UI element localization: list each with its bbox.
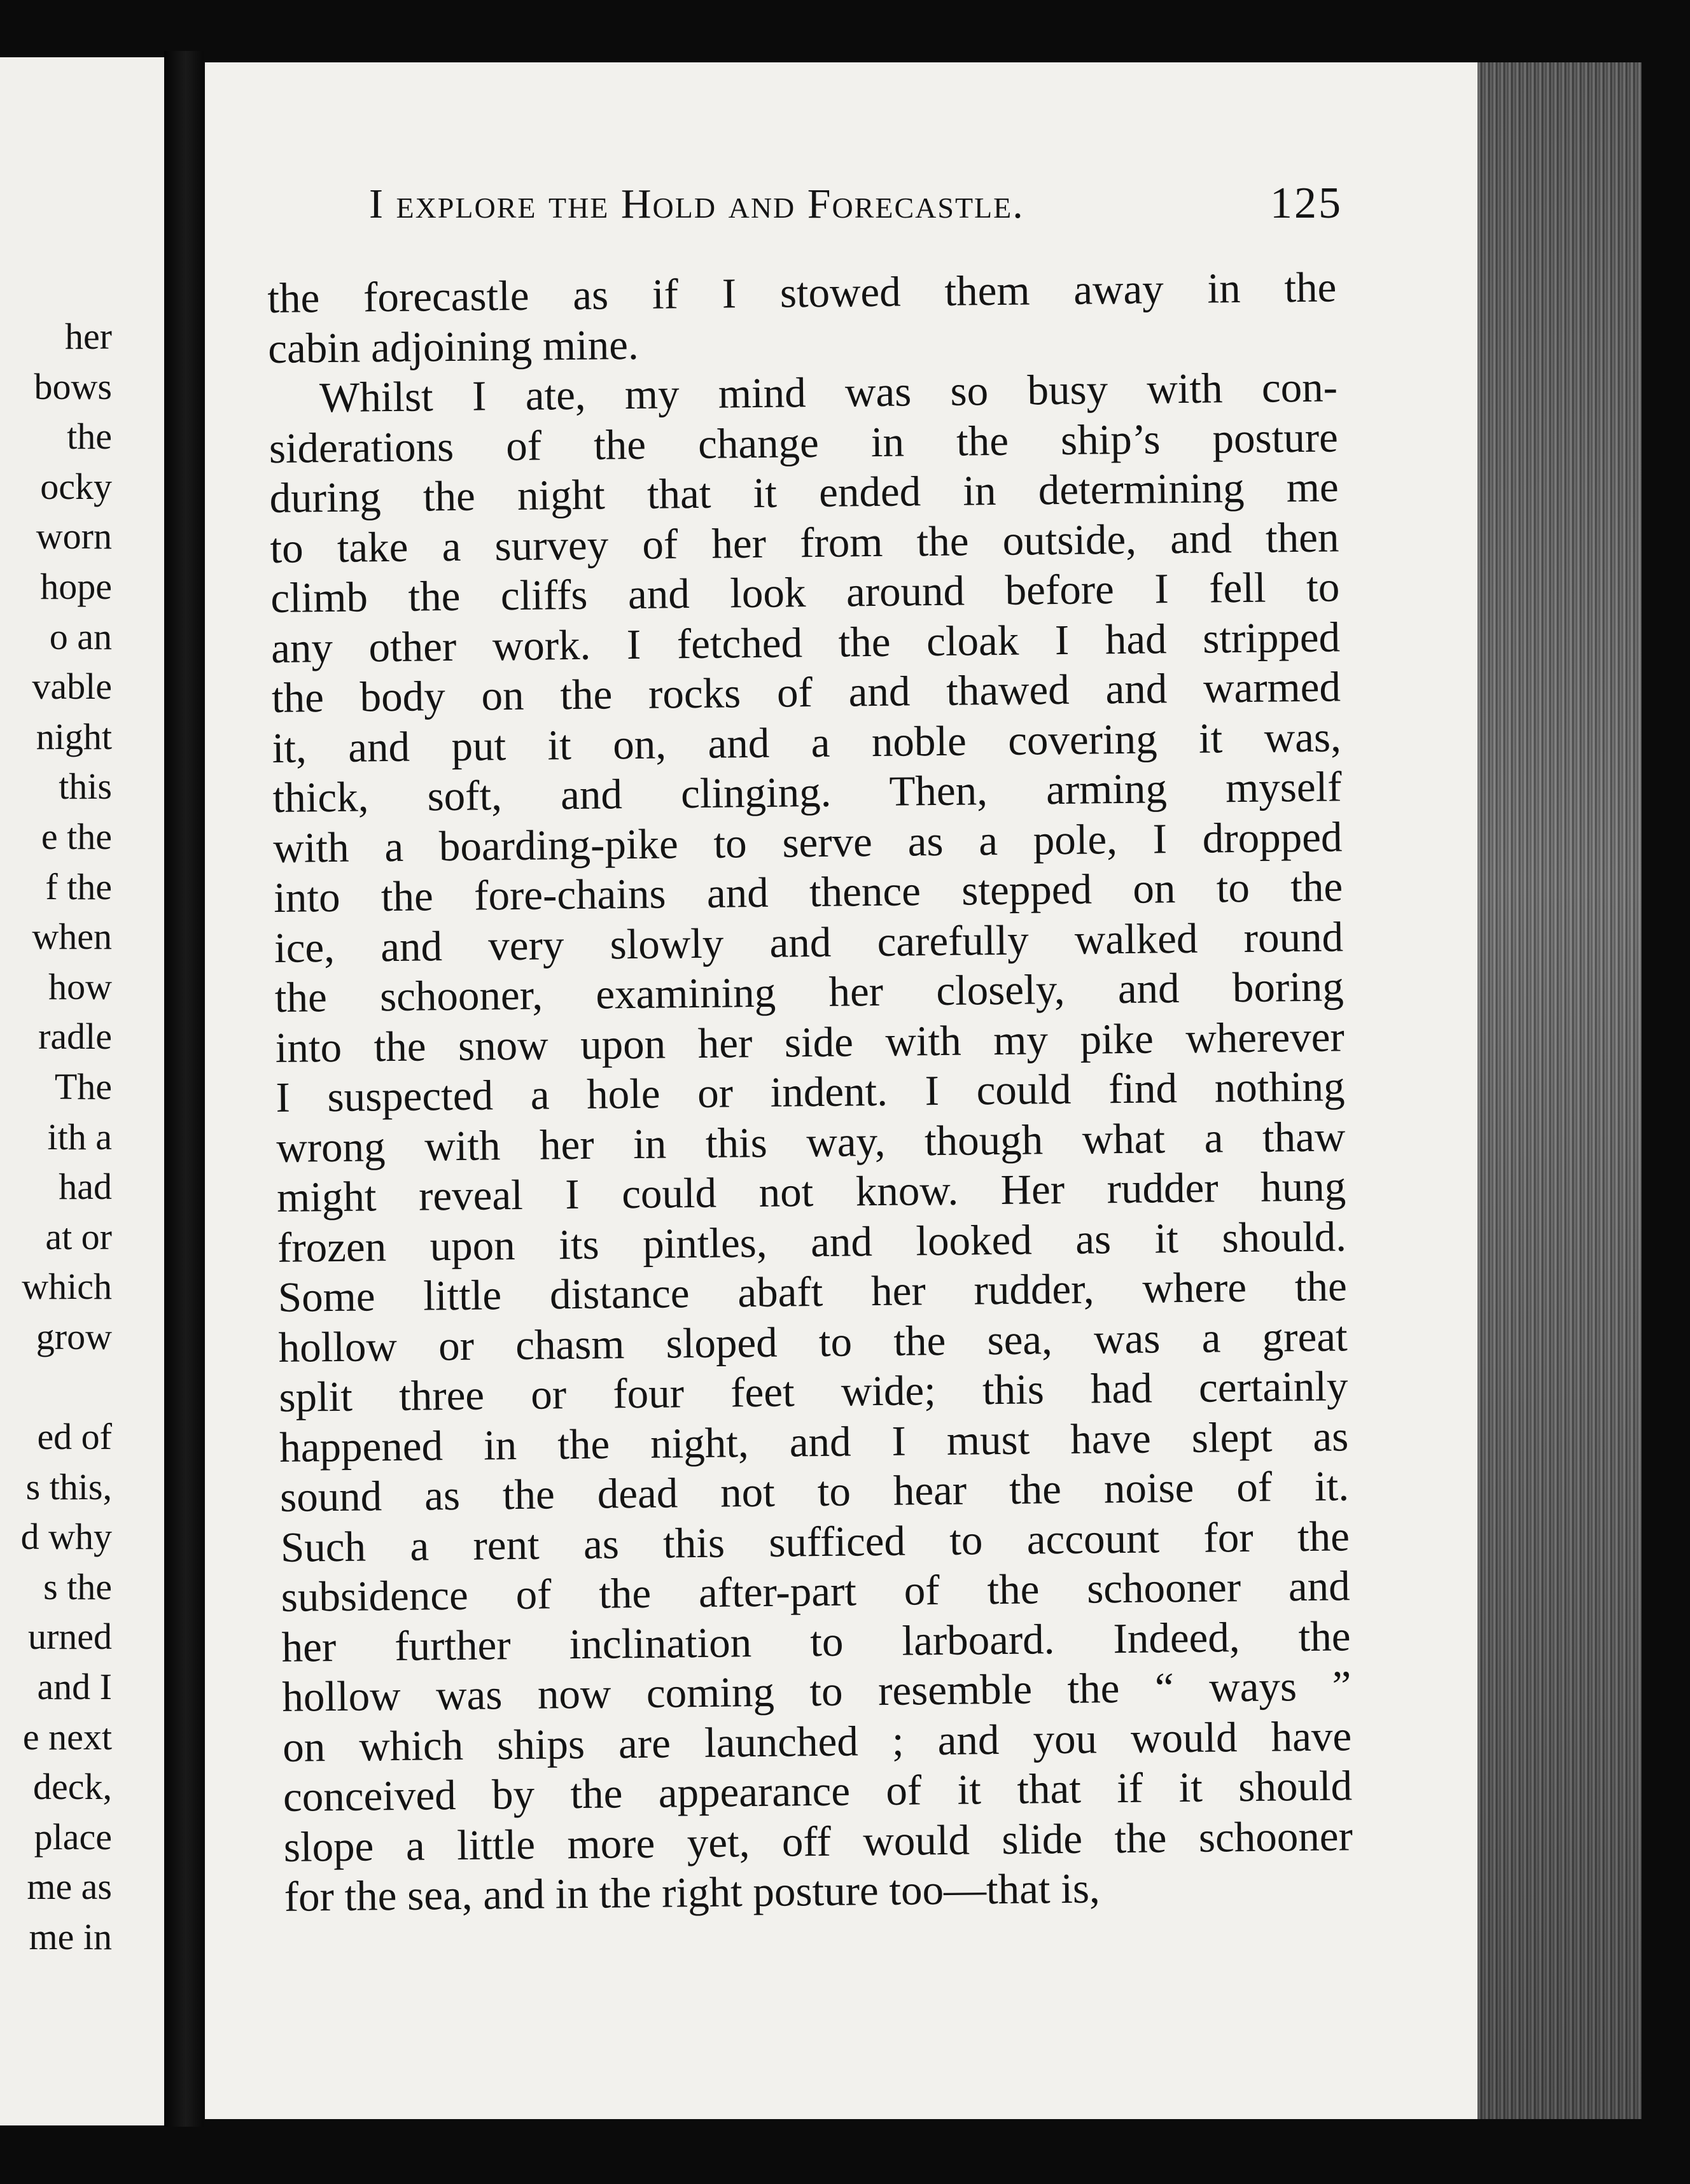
page-edges bbox=[1477, 62, 1642, 2119]
facing-page-fragment: bows bbox=[34, 365, 112, 407]
facing-page-fragment bbox=[21, 1362, 112, 1412]
facing-page-fragment: deck, bbox=[33, 1766, 112, 1808]
facing-page-fragment: vable bbox=[32, 666, 112, 708]
text-line: might reveal I could not know. Her rudder hung bbox=[276, 1163, 1346, 1221]
page-number: 125 bbox=[1270, 179, 1343, 228]
running-head bbox=[369, 178, 1343, 255]
text-line: climb the cliffs and look around before I fell to bbox=[270, 563, 1340, 622]
text-line: split three or four feet wide; this had certainly bbox=[279, 1362, 1348, 1421]
text-line: the body on the rocks of and thawed and warmed bbox=[271, 663, 1341, 722]
text-line: hollow was now coming to resemble the “ ways ” bbox=[282, 1662, 1351, 1721]
text-line: the forecastle as if I stowed them away in the bbox=[267, 263, 1337, 322]
text-line: during the night that it ended in determining me bbox=[269, 463, 1339, 522]
facing-page-fragment: The bbox=[54, 1065, 112, 1107]
facing-page-fragment: the bbox=[67, 416, 112, 458]
facing-page-fragment: s the bbox=[43, 1565, 112, 1607]
facing-page-fragment: place bbox=[34, 1816, 112, 1858]
body-text bbox=[267, 262, 1353, 1922]
text-line: wrong with her in this way, though what a thaw bbox=[276, 1112, 1346, 1172]
text-line: into the snow upon her side with my pike wherever bbox=[275, 1012, 1345, 1072]
facing-page-fragment: ocky bbox=[40, 465, 112, 507]
text-line: her further inclination to larboard. Indeed, the bbox=[281, 1612, 1351, 1671]
facing-page-fragment: f the bbox=[45, 865, 112, 907]
text-line: hollow or chasm sloped to the sea, was a great bbox=[278, 1312, 1348, 1371]
facing-page-fragment: ed of bbox=[37, 1416, 112, 1458]
facing-page-fragment: me in bbox=[29, 1916, 112, 1957]
facing-page-fragment: o an bbox=[49, 615, 112, 657]
text-line: slope a little more yet, off would slide the schooner bbox=[283, 1812, 1353, 1871]
text-line: to take a survey of her from the outside, and then bbox=[270, 513, 1339, 572]
text-line: happened in the night, and I must have slept as bbox=[279, 1412, 1349, 1471]
facing-page-fragment: me as bbox=[27, 1866, 112, 1908]
facing-page-fragment: her bbox=[64, 316, 112, 357]
facing-page-fragment: hope bbox=[40, 565, 112, 607]
text-line: Whilst I ate, my mind was so busy with con- bbox=[319, 363, 1338, 422]
text-line: Some little distance abaft her rudder, where the bbox=[277, 1263, 1348, 1321]
facing-page-fragment: at or bbox=[45, 1215, 112, 1257]
text-line: sound as the dead not to hear the noise of it. bbox=[279, 1462, 1350, 1521]
facing-page-fragment: grow bbox=[36, 1315, 112, 1357]
chapter-title: I explore the Hold and Forecastle. bbox=[369, 181, 1024, 227]
facing-page-fragment: e next bbox=[22, 1716, 112, 1758]
text-line: siderations of the change in the ship’s posture bbox=[269, 413, 1339, 472]
facing-page-fragment: s this, bbox=[25, 1466, 112, 1508]
text-line: for the sea, and in the right posture too—that is, bbox=[284, 1865, 1101, 1921]
facing-page-fragment: radle bbox=[38, 1016, 112, 1058]
facing-page-fragment: urned bbox=[27, 1616, 112, 1658]
text-line: into the fore-chains and thence stepped on to the bbox=[273, 863, 1343, 921]
text-line: I suspected a hole or indent. I could find nothing bbox=[276, 1063, 1345, 1121]
facing-page-fragment: e the bbox=[41, 815, 112, 857]
text-line: the schooner, examining her closely, and boring bbox=[274, 963, 1344, 1021]
facing-page-fragment: night bbox=[36, 715, 112, 757]
facing-page-text-fragments bbox=[21, 312, 112, 1963]
text-line: frozen upon its pintles, and looked as it should. bbox=[277, 1212, 1347, 1271]
text-line: it, and put it on, and a noble covering it was, bbox=[272, 713, 1342, 772]
facing-page-fragment: when bbox=[32, 916, 112, 958]
book-gutter bbox=[164, 51, 204, 2127]
text-line: thick, soft, and clinging. Then, arming myself bbox=[272, 763, 1342, 822]
facing-page-fragment: which bbox=[22, 1266, 112, 1308]
text-line: conceived by the appearance of it that if it should bbox=[283, 1762, 1353, 1821]
text-line: with a boarding-pike to serve as a pole, I dropped bbox=[273, 813, 1343, 872]
facing-page-fragment: d why bbox=[20, 1516, 112, 1558]
facing-page-fragment: and I bbox=[37, 1666, 112, 1708]
text-line: subsidence of the after-part of the schooner and bbox=[281, 1562, 1351, 1621]
text-line: any other work. I fetched the cloak I had stripped bbox=[270, 613, 1341, 672]
text-line: Such a rent as this sufficed to account for the bbox=[280, 1512, 1350, 1571]
facing-page-fragment: had bbox=[59, 1166, 112, 1208]
text-line: cabin adjoining mine. bbox=[267, 321, 639, 372]
facing-page-fragment: ith a bbox=[47, 1116, 112, 1158]
facing-page-fragment: worn bbox=[36, 515, 112, 557]
text-line: ice, and very slowly and carefully walked round bbox=[274, 913, 1344, 972]
facing-page-fragment: this bbox=[59, 766, 112, 808]
facing-page-fragment: how bbox=[48, 965, 112, 1007]
facing-page-left bbox=[0, 57, 164, 2125]
text-line: on which ships are launched ; and you would have bbox=[282, 1712, 1352, 1771]
